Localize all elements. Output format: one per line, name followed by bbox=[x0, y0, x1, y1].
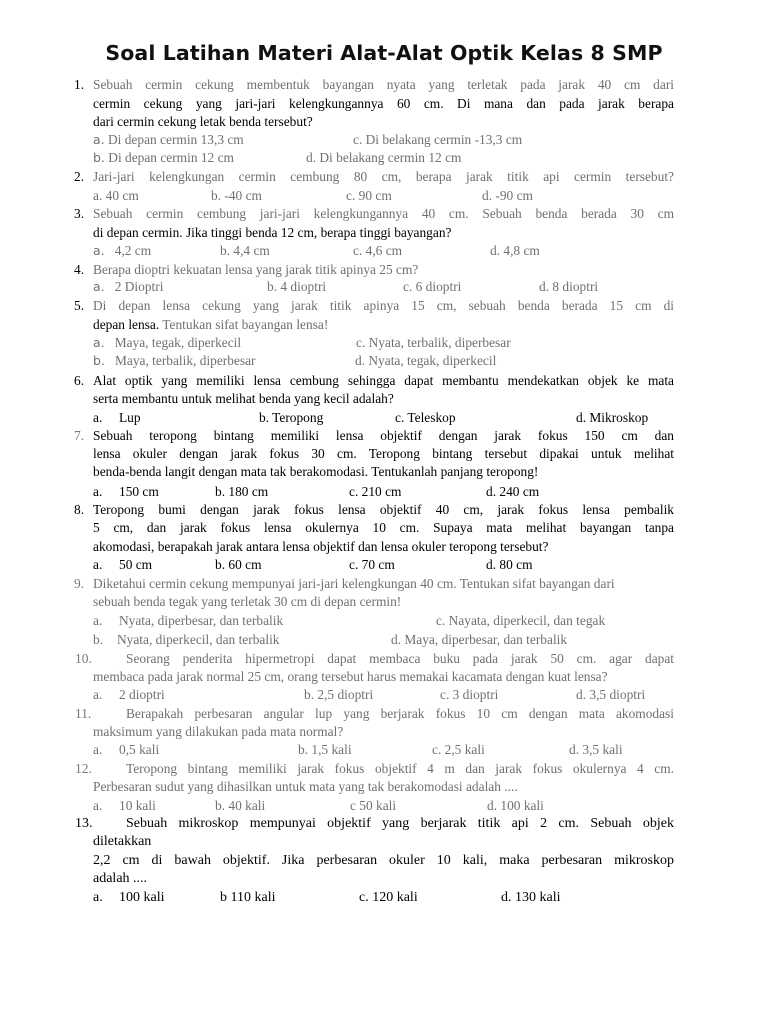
question-line: 2,2 cm di bawah objektif. Jika perbesaran okuler 10 kali, maka perbesaran mikroskop bbox=[93, 853, 674, 868]
option-c: c. Di belakang cermin -13,3 cm bbox=[353, 132, 523, 147]
question-text-black: depan lensa. bbox=[93, 317, 160, 332]
question-line: cermin cekung yang jari-jari kelengkungannya 60 cm. Di mana dan pada jarak berapa bbox=[93, 96, 674, 111]
question-number: 8. bbox=[74, 502, 85, 517]
option-marker: a. bbox=[93, 243, 105, 258]
option-a: 10 kali bbox=[119, 798, 156, 813]
question-line: adalah .... bbox=[93, 871, 148, 886]
option-marker-a: a. bbox=[93, 742, 103, 757]
option-marker-a: a. bbox=[93, 557, 103, 572]
option-a bbox=[93, 334, 241, 352]
option-a: Lup bbox=[119, 410, 141, 425]
option-a: 2 dioptri bbox=[119, 687, 165, 702]
option-b: b. 4 dioptri bbox=[267, 279, 327, 294]
option-c: c. 3 dioptri bbox=[440, 687, 499, 702]
question-line bbox=[93, 316, 674, 334]
question-number: 1. bbox=[74, 77, 85, 92]
option-marker: b. bbox=[93, 353, 105, 368]
question-line: Seorang penderita hipermetropi dapat membaca buku pada jarak 50 cm. agar dapat bbox=[126, 651, 674, 666]
question-number: 13. bbox=[75, 816, 93, 831]
question-line: Di depan lensa cekung yang jarak titik apinya 15 cm, sebuah benda berada 15 cm di bbox=[93, 298, 674, 313]
option-d: d. 240 cm bbox=[486, 484, 540, 499]
option-marker: b. bbox=[93, 150, 105, 165]
option-a bbox=[93, 131, 244, 149]
option-c: c. 4,6 cm bbox=[353, 243, 403, 258]
question-line: Teropong bintang memiliki jarak fokus objektif 4 m dan jarak fokus okulernya 4 cm. bbox=[126, 761, 674, 776]
question-line: lensa okuler dengan jarak fokus 30 cm. Teropong bintang tersebut dipakai untuk melihat bbox=[93, 446, 674, 461]
option-d: d. 3,5 kali bbox=[569, 742, 623, 757]
option-marker: a. bbox=[93, 335, 105, 350]
option-text: Maya, terbalik, diperbesar bbox=[114, 353, 256, 368]
option-d: d. -90 cm bbox=[482, 188, 533, 203]
question-line: diletakkan bbox=[93, 834, 152, 849]
option-d: d. 8 dioptri bbox=[539, 279, 599, 294]
option-d: d. 3,5 dioptri bbox=[576, 687, 646, 702]
question-line: Jari-jari kelengkungan cermin cembung 80 cm, berapa jarak titik api cermin tersebut? bbox=[93, 169, 674, 184]
option-c: c 50 kali bbox=[350, 798, 397, 813]
question-line: Perbesaran sudut yang dihasilkan untuk mata yang tak berakomodasi adalah .... bbox=[93, 779, 518, 794]
option-d: d. Maya, diperbesar, dan terbalik bbox=[391, 632, 568, 647]
question-line: Berapa dioptri kekuatan lensa yang jarak titik apinya 25 cm? bbox=[93, 262, 419, 277]
option-text: 4,2 cm bbox=[114, 243, 152, 258]
option-marker-a: a. bbox=[93, 687, 103, 702]
option-d: d. 4,8 cm bbox=[490, 243, 540, 258]
option-b: b. 2,5 dioptri bbox=[304, 687, 374, 702]
question-line: benda-benda langit dengan mata tak berakomodasi. Tentukanlah panjang teropong! bbox=[93, 464, 539, 479]
option-b: b. Teropong bbox=[259, 410, 324, 425]
option-text: Maya, tegak, diperkecil bbox=[114, 335, 242, 350]
question-line: akomodasi, berapakah jarak antara lensa objektif dan lensa okuler teropong tersebut? bbox=[93, 539, 549, 554]
option-c: c. Nayata, diperkecil, dan tegak bbox=[436, 613, 606, 628]
option-b bbox=[93, 352, 256, 370]
question-line: sebuah benda tegak yang terletak 30 cm di depan cermin! bbox=[93, 594, 402, 609]
question-number: 4. bbox=[74, 262, 85, 277]
option-a: 50 cm bbox=[119, 557, 153, 572]
page-title: Soal Latihan Materi Alat-Alat Optik Kelas 8 SMP bbox=[105, 41, 663, 65]
question-line: membaca pada jarak normal 25 cm, orang tersebut harus memakai kacamata dengan kuat lensa? bbox=[93, 669, 608, 684]
option-a: 0,5 kali bbox=[119, 742, 160, 757]
question-number: 3. bbox=[74, 206, 85, 221]
option-b: b 110 kali bbox=[220, 890, 276, 905]
option-b: b. 60 cm bbox=[215, 557, 262, 572]
option-c: c. Teleskop bbox=[395, 410, 456, 425]
option-c: c. 90 cm bbox=[346, 188, 392, 203]
option-b: b. 1,5 kali bbox=[298, 742, 352, 757]
question-line: Berapakah perbesaran angular lup yang berjarak fokus 10 cm dengan mata akomodasi bbox=[126, 706, 674, 721]
option-c: c. Nyata, terbalik, diperbesar bbox=[356, 335, 511, 350]
question-number: 9. bbox=[74, 576, 85, 591]
option-marker: a. bbox=[93, 132, 105, 147]
option-d: d. Mikroskop bbox=[576, 410, 649, 425]
question-line: Sebuah mikroskop mempunyai objektif yang berjarak titik api 2 cm. Sebuah objek bbox=[126, 816, 674, 831]
question-line: Alat optik yang memiliki lensa cembung sehingga dapat membantu mendekatkan objek ke mata bbox=[93, 373, 674, 388]
option-d: d. 80 cm bbox=[486, 557, 533, 572]
option-d: d. Di belakang cermin 12 cm bbox=[306, 150, 462, 165]
question-number: 12. bbox=[75, 761, 92, 776]
option-b: Nyata, diperkecil, dan terbalik bbox=[117, 632, 280, 647]
question-line: Sebuah teropong bintang memiliki lensa objektif dengan jarak fokus 150 cm dan bbox=[93, 428, 674, 443]
option-a bbox=[93, 242, 151, 260]
question-text-gray: Tentukan sifat bayangan lensa! bbox=[162, 317, 329, 332]
option-a: a. 40 cm bbox=[93, 188, 139, 203]
option-c: c. 120 kali bbox=[359, 890, 418, 905]
option-c: c. 2,5 kali bbox=[432, 742, 485, 757]
question-line: di depan cermin. Jika tinggi benda 12 cm, berapa tinggi bayangan? bbox=[93, 225, 452, 240]
question-number: 10. bbox=[75, 651, 92, 666]
option-text: 2 Dioptri bbox=[114, 279, 164, 294]
option-c: c. 210 cm bbox=[349, 484, 402, 499]
question-number: 5. bbox=[74, 298, 85, 313]
question-line: Sebuah cermin cembung jari-jari kelengkungannya 40 cm. Sebuah benda berada 30 cm bbox=[93, 206, 674, 221]
question-line: maksimum yang dilakukan pada mata normal? bbox=[93, 724, 344, 739]
option-marker-a: a. bbox=[93, 798, 103, 813]
option-marker-a: a. bbox=[93, 613, 103, 628]
question-number: 2. bbox=[74, 169, 85, 184]
question-number: 6. bbox=[74, 373, 85, 388]
question-line: serta membantu untuk melihat benda yang kecil adalah? bbox=[93, 391, 394, 406]
question-line: 5 cm, dan jarak fokus lensa okulernya 10 cm. Supaya mata melihat bayangan tanpa bbox=[93, 520, 674, 535]
question-line: Diketahui cermin cekung mempunyai jari-jari kelengkungan 40 cm. Tentukan sifat bayangan dari bbox=[93, 576, 615, 591]
option-c: c. 70 cm bbox=[349, 557, 395, 572]
option-a: 150 cm bbox=[119, 484, 159, 499]
option-marker-b: b. bbox=[93, 632, 104, 647]
option-a: Nyata, diperbesar, dan terbalik bbox=[119, 613, 284, 628]
option-b: b. -40 cm bbox=[211, 188, 262, 203]
question-line: Teropong bumi dengan jarak fokus lensa objektif 40 cm, jarak fokus lensa pembalik bbox=[93, 502, 674, 517]
option-b: b. 40 kali bbox=[215, 798, 266, 813]
option-text: Di depan cermin 12 cm bbox=[108, 150, 234, 165]
option-marker-a: a. bbox=[93, 484, 103, 499]
option-d: d. 130 kali bbox=[501, 890, 561, 905]
option-a: 100 kali bbox=[119, 890, 165, 905]
option-b: b. 180 cm bbox=[215, 484, 269, 499]
option-d: d. 100 kali bbox=[487, 798, 544, 813]
option-text: Di depan cermin 13,3 cm bbox=[108, 132, 244, 147]
question-number: 7. bbox=[74, 428, 85, 443]
option-b: b. 4,4 cm bbox=[220, 243, 270, 258]
option-d: d. Nyata, tegak, diperkecil bbox=[355, 353, 497, 368]
option-b bbox=[93, 149, 234, 167]
option-c: c. 6 dioptri bbox=[403, 279, 462, 294]
question-number: 11. bbox=[75, 706, 92, 721]
option-a bbox=[93, 278, 163, 296]
option-marker-a: a. bbox=[93, 410, 103, 425]
question-line: dari cermin cekung letak benda tersebut? bbox=[93, 114, 313, 129]
option-marker-a: a. bbox=[93, 890, 103, 905]
option-marker: a. bbox=[93, 279, 105, 294]
question-line: Sebuah cermin cekung membentuk bayangan nyata yang terletak pada jarak 40 cm dari bbox=[93, 77, 674, 92]
